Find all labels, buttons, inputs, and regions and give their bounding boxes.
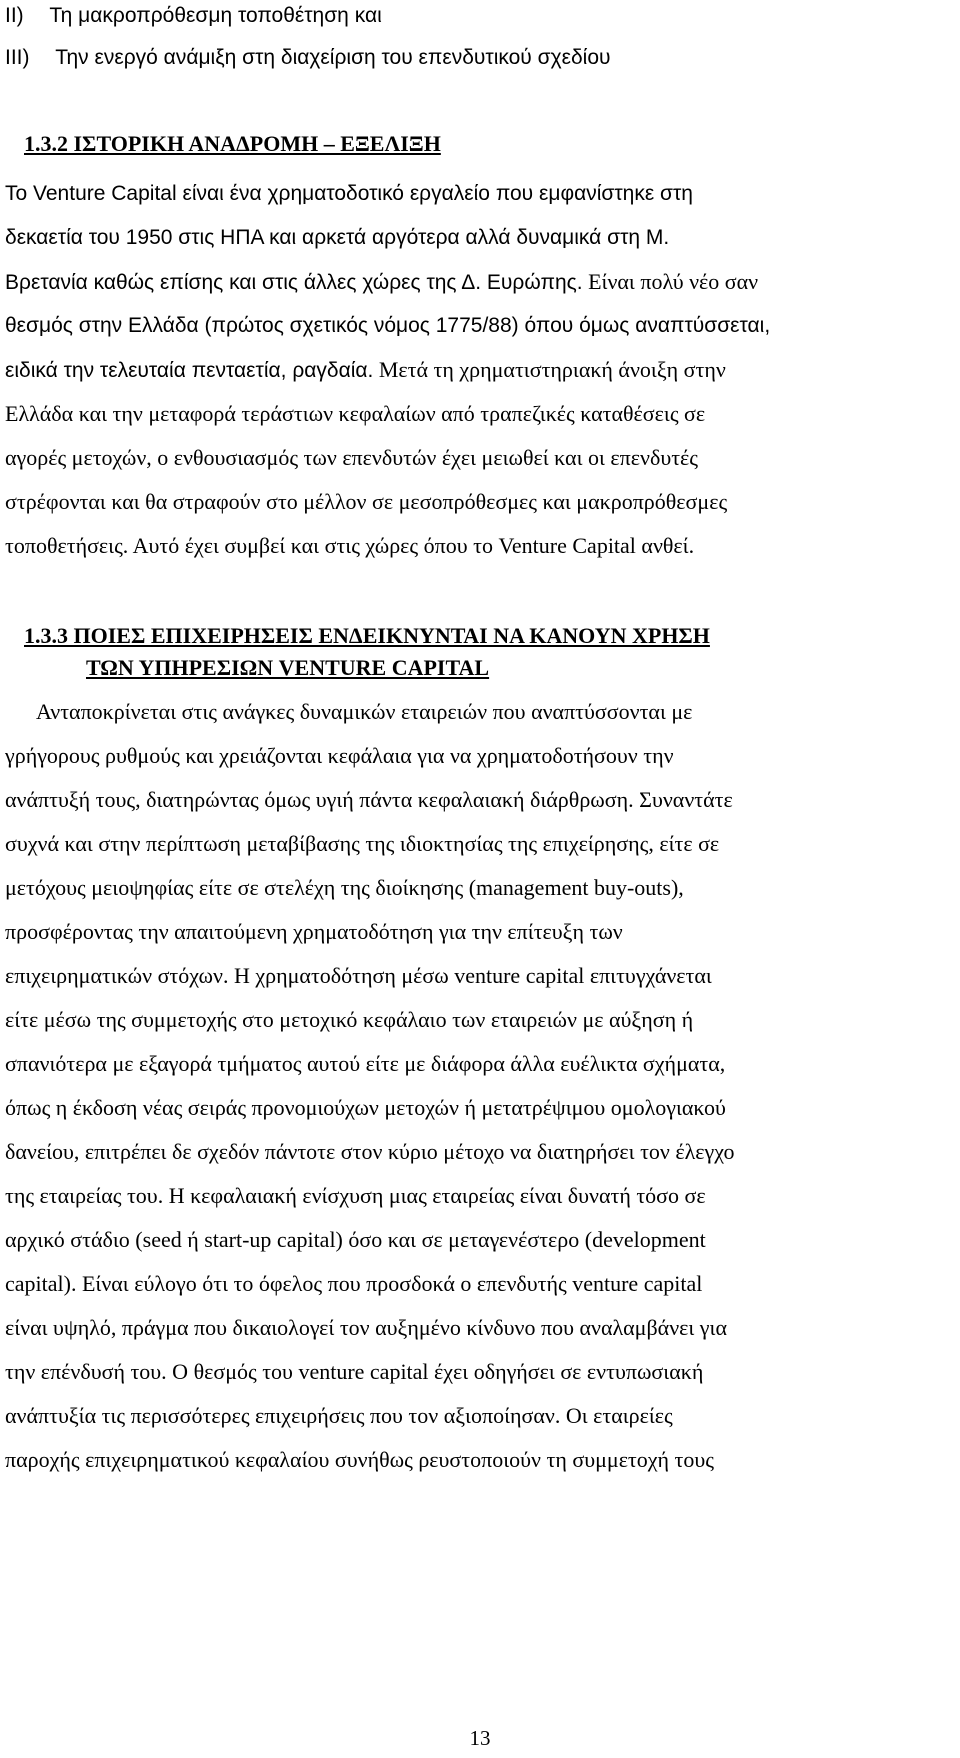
list-item bbox=[5, 2, 382, 30]
page-number: 13 bbox=[469, 1726, 491, 1750]
paragraph-line: προσφέροντας την απαιτούμενη χρηματοδότηση για την επίτευξη των bbox=[5, 919, 623, 944]
paragraph-line: όπως η έκδοση νέας σειράς προνομιούχων μετοχών ή μετατρέψιμου ομολογιακού bbox=[5, 1095, 726, 1120]
paragraph-line: δανείου, επιτρέπει δε σχεδόν πάντοτε στον κύριο μέτοχο να διατηρήσει τον έλεγχο bbox=[5, 1139, 735, 1164]
paragraph-text: Μετά τη χρηματιστηριακή άνοιξη στην bbox=[373, 357, 726, 382]
paragraph-text: ειδικά την τελευταία πενταετία, ραγδαία. bbox=[5, 359, 374, 382]
list-item-text: Την ενεργό ανάμιξη στη διαχείριση του επενδυτικού σχεδίου bbox=[55, 46, 611, 69]
paragraph-line: δεκαετία του 1950 στις ΗΠΑ και αρκετά αργότερα αλλά δυναμικά στη Μ. bbox=[5, 226, 670, 249]
paragraph-line: παροχής επιχειρηματικού κεφαλαίου συνήθως ρευστοποιούν τη συμμετοχή τους bbox=[5, 1447, 714, 1472]
list-item-number: III) bbox=[5, 46, 30, 69]
paragraph-line: αρχικό στάδιο (seed ή start-up capital) όσο και σε μεταγενέστερο (development bbox=[5, 1227, 706, 1252]
paragraph-line: ανάπτυξία τις περισσότερες επιχειρήσεις που τον αξιοποίησαν. Οι εταιρείες bbox=[5, 1403, 673, 1428]
paragraph-line: αγορές μετοχών, ο ενθουσιασμός των επενδυτών έχει μειωθεί και οι επενδυτές bbox=[5, 445, 698, 470]
section-heading-133: 1.3.3 ΠΟΙΕΣ ΕΠΙΧΕΙΡΗΣΕΙΣ ΕΝΔΕΙΚΝΥΝΤΑΙ ΝΑ ΚΑΝΟΥΝ ΧΡΗΣΗ bbox=[24, 623, 710, 648]
paragraph-text: Είναι πολύ νέο σαν bbox=[582, 269, 759, 294]
paragraph-line: Το Venture Capital είναι ένα χρηματοδοτικό εργαλείο που εμφανίστηκε στη bbox=[5, 182, 693, 205]
paragraph-line: μετόχους μειοψηφίας είτε σε στελέχη της διοίκησης (management buy-outs), bbox=[5, 875, 684, 900]
paragraph-line: Ανταποκρίνεται στις ανάγκες δυναμικών εταιρειών που αναπτύσσονται με bbox=[36, 699, 693, 724]
paragraph-line: ανάπτυξή τους, διατηρώντας όμως υγιή πάντα κεφαλαιακή διάρθρωση. Συναντάτε bbox=[5, 787, 733, 812]
section-heading-133-cont: ΤΩΝ ΥΠΗΡΕΣΙΩΝ VENTURE CAPITAL bbox=[86, 655, 490, 680]
paragraph-line: στρέφονται και θα στραφούν στο μέλλον σε μεσοπρόθεσμες και μακροπρόθεσμες bbox=[5, 489, 728, 514]
paragraph-line-mixed bbox=[5, 268, 758, 297]
paragraph-line: είτε μέσω της συμμετοχής στο μετοχικό κεφάλαιο των εταιρειών με αύξηση ή bbox=[5, 1007, 694, 1032]
paragraph-line: capital). Είναι εύλογο ότι το όφελος που προσδοκά ο επενδυτής venture capital bbox=[5, 1271, 703, 1296]
list-item bbox=[5, 44, 611, 72]
paragraph-line-mixed bbox=[5, 356, 726, 385]
paragraph-line: σπανιότερα με εξαγορά τμήματος αυτού είτε με διάφορα άλλα ευέλικτα σχήματα, bbox=[5, 1051, 726, 1076]
paragraph-line: επιχειρηματικών στόχων. Η χρηματοδότηση μέσω venture capital επιτυγχάνεται bbox=[5, 963, 712, 988]
paragraph-line: την επένδυσή του. Ο θεσμός του venture capital έχει οδηγήσει σε εντυπωσιακή bbox=[5, 1359, 704, 1384]
paragraph-line: της εταιρείας του. Η κεφαλαιακή ενίσχυση μιας εταιρείας είναι δυνατή τόσο σε bbox=[5, 1183, 706, 1208]
paragraph-line: είναι υψηλό, πράγμα που δικαιολογεί τον αυξημένο κίνδυνο που αναλαμβάνει για bbox=[5, 1315, 727, 1340]
paragraph-line: συχνά και στην περίπτωση μεταβίβασης της ιδιοκτησίας της επιχείρησης, είτε σε bbox=[5, 831, 720, 856]
section-heading-132: 1.3.2 ΙΣΤΟΡΙΚΗ ΑΝΑΔΡΟΜΗ – ΕΞΕΛΙΞΗ bbox=[24, 131, 441, 156]
paragraph-text: Βρετανία καθώς επίσης και στις άλλες χώρες της Δ. Ευρώπης. bbox=[5, 271, 583, 294]
list-item-text: Τη μακροπρόθεσμη τοποθέτηση και bbox=[49, 4, 382, 27]
paragraph-line: Ελλάδα και την μεταφορά τεράστιων κεφαλαίων από τραπεζικές καταθέσεις σε bbox=[5, 401, 706, 426]
list-item-number: II) bbox=[5, 4, 24, 27]
paragraph-line: γρήγορους ρυθμούς και χρειάζονται κεφάλαια για να χρηματοδοτήσουν την bbox=[5, 743, 674, 768]
paragraph-line: τοποθετήσεις. Αυτό έχει συμβεί και στις χώρες όπου το Venture Capital ανθεί. bbox=[5, 533, 695, 558]
paragraph-line: θεσμός στην Ελλάδα (πρώτος σχετικός νόμος 1775/88) όπου όμως αναπτύσσεται, bbox=[5, 314, 771, 337]
